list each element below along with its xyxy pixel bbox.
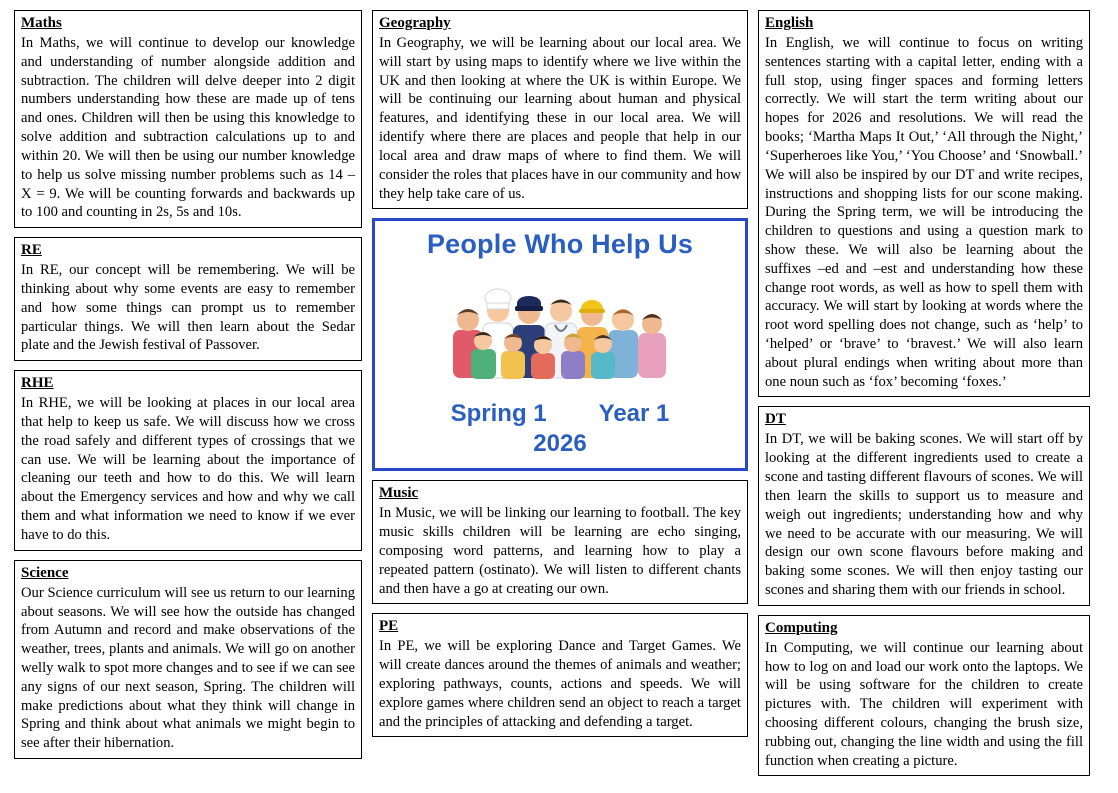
subject-title-re: RE [21, 242, 42, 259]
subject-body-pe: In PE, we will be exploring Dance and Target Games. We will create dances around the themes of animals and weather; exploring pathways, counts, actions and speeds. We will explore games where children send an object to reach a target and the principles of attacking and defending a target. [379, 638, 741, 730]
subject-body-science: Our Science curriculum will see us return to our learning about seasons. We will see how the outside has changed from Autumn and record and make observations of the weather, trees, plants and animals. We will go on another welly walk to spot more changes and to see if we can see any signs of our next season, Spring. The children will make predictions about what they think will change in Spring and think about what animals we might begin to see after their hibernation. [21, 584, 355, 752]
subject-title-rhe: RHE [21, 375, 54, 392]
subject-title-music: Music [379, 485, 419, 502]
subject-body-computing: In Computing, we will continue our learning about how to log on and load our work onto the laptops. We will be using software for the children to create pictures with. The children will experiment with choosing different colours, changing the brush size, rubbing out, changing the line width and using the fill function when creating a picture. [765, 639, 1083, 769]
subject-body-dt: In DT, we will be baking scones. We will start off by looking at the different ingredients used to create a scone and tasting different flavours of scones. We will then learn the skills to support us to measure and weigh out ingredients; understanding how and why we need to be accurate with our measuring. We will design our own scone flavours before making and baking some scones. We will then enjoy tasting our scones and sharing them with our friends in school. [765, 431, 1083, 598]
subject-body-music: In Music, we will be linking our learning to football. The key music skills children will be learning are echo singing, composing word patterns, and learning how to play a repeated pattern (ostinato). We will listen to different chants and then have a go at creating our own. [379, 505, 741, 597]
subject-card-re [14, 237, 362, 361]
subject-card-music [372, 480, 748, 604]
right-column [758, 10, 1090, 785]
subject-body-re: In RE, our concept will be remembering. We will be thinking about why some events are easy to remember and how some things can prompt us to remember particular things. We will then learn about the Sedar plate and the Jewish festival of Passover. [21, 262, 355, 354]
subject-title-geography: Geography [379, 15, 451, 31]
topic-term-year [381, 400, 739, 428]
topic-year-number: 2026 [533, 430, 587, 458]
subject-card-geography [372, 10, 748, 209]
subject-title-dt: DT [765, 411, 786, 428]
topic-term: Spring 1 [450, 400, 547, 428]
subject-card-maths [14, 10, 362, 228]
subject-card-rhe [14, 370, 362, 551]
subject-title-english: English [765, 15, 814, 31]
subject-body-geography: In Geography, we will be learning about our local area. We will start by using maps to identify where we live within the UK and then looking at where the UK is within Europe. We will be continuing our learning about human and physical features, and identifying these in our local area. We will identify where there are places and people that help in our local area and draw maps of where to find them. We will consider the roles that places have in our community and how they help take care of us. [379, 35, 741, 202]
topic-year-group: Year 1 [598, 400, 670, 428]
left-column [14, 10, 362, 768]
subject-body-rhe: In RHE, we will be looking at places in our local area that help to keep us safe. We will discuss how we cross the road safely and different types of crossings that we can use. We will be learning about the importance of cleaning our teeth and how to do this. We will learn about the Emergency services and how and why we call them and what information we need to know if we ever have to do this. [21, 395, 355, 543]
subject-title-computing: Computing [765, 619, 838, 636]
subject-body-maths: In Maths, we will continue to develop our knowledge and understanding of number alongside addition and subtraction. The children will delve deeper into 2 digit numbers understanding how these are made up of tens and ones. Children will then be using this knowledge to solve addition and subtraction calculations up to and within 20. We will then be using our number knowledge to help us solve missing number problems such as 14 – X = 9. We will be counting forwards and backwards up to 100 and counting in 2s, 5s and 10s. [21, 35, 355, 221]
subject-card-pe [372, 613, 748, 737]
subject-title-pe: PE [379, 618, 399, 635]
subject-title-maths: Maths [21, 15, 62, 31]
middle-column [372, 10, 748, 746]
subject-card-computing [758, 615, 1090, 777]
subject-card-english [758, 10, 1090, 397]
topic-title: People Who Help Us [426, 229, 694, 260]
columns-layout [14, 10, 1110, 787]
community-helpers-illustration [381, 262, 739, 400]
subject-card-science [14, 560, 362, 759]
subject-body-english: In English, we will continue to focus on writing sentences starting with a capital letter, ending with a full stop, using finger spaces and forming letters correctly. We will start the term writing about our hopes for 2026 and resolutions. We will read the books; ‘Martha Maps It Out,’ ‘All through the Night,’ ‘Superheroes like You,’ ‘You Choose’ and ‘Snowball.’ We will also be inspired by our DT and write recipes, instructions and shopping lists for our scone making. During the Spring term, we will be introducing the children to questions and using a question mark to show these. We will also be learning about the suffixes –ed and –est and understanding how these change root words, as well as how to spell them with accuracy. We will start by looking at words where the root word spelling does not change, such as ‘help’ to ‘helped’ or ‘brave’ to ‘bravest.’ We will also learn about plural endings when writing about more than one noun such as ‘fox’ becoming ‘foxes.’ [765, 35, 1083, 390]
topic-feature-panel [372, 218, 748, 471]
subject-card-dt [758, 406, 1090, 605]
subject-title-science: Science [21, 564, 69, 581]
